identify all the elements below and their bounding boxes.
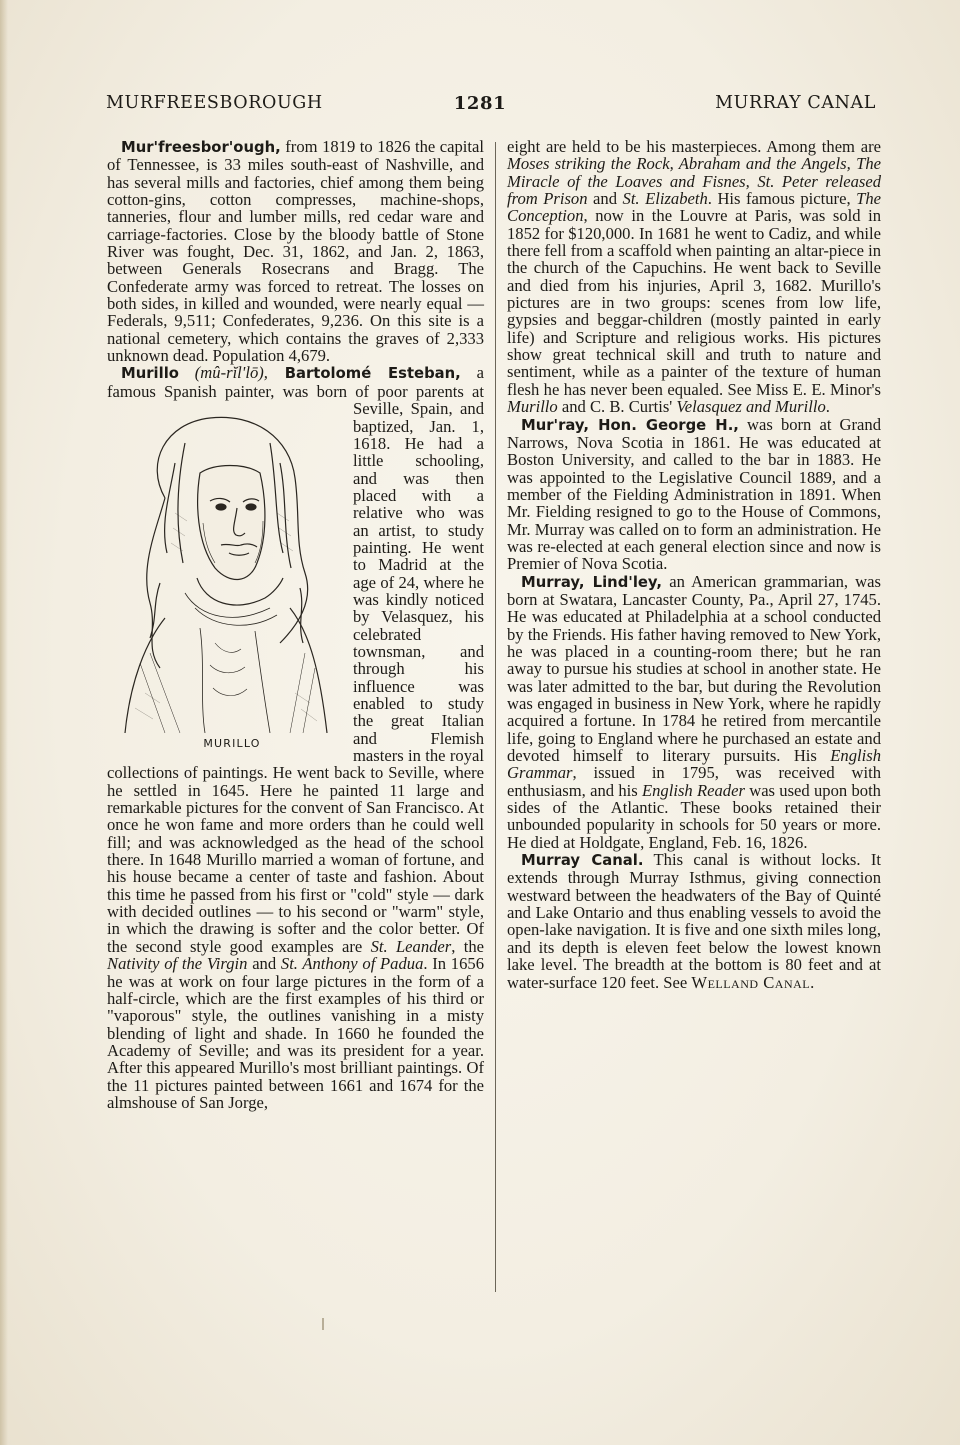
entry-text: and C. B. Curtis' bbox=[557, 397, 677, 417]
headword: Murillo bbox=[121, 365, 179, 383]
entry-murray-lindley bbox=[507, 573, 881, 852]
artwork-title: The Conception bbox=[507, 189, 882, 226]
paper-blemish bbox=[322, 1318, 324, 1330]
murillo-portrait bbox=[105, 403, 345, 749]
artwork-title: St. Leander bbox=[370, 936, 452, 956]
entry-text: and bbox=[247, 954, 281, 974]
cross-reference: Welland Canal. bbox=[691, 972, 815, 992]
entry-text: from 1819 to 1826 the capital of Tennessee, is 33 miles south-east of Nashville, and has several mills and factories, chief among them being cotton-gins, cotton compresses, machine-shops, tanneries, flour and lumber mills, red cedar ware and carriage-factories. Close by the bloody battle of Stone River was fought, Dec. 31, 1862, and Jan. 2, 1863, between Generals Rosecrans and Bragg. The Confederate army was forced to retreat. The losses on both sides, in killed and wounded, were nearly equal — Federals, 9,511; Confederates, 9,236. On this site is a national cemetery, which contains the graves of 2,333 unknown dead. Population 4,679. bbox=[107, 137, 484, 366]
entry-text: was born at Grand Narrows, Nova Scotia in 1861. He was educated at Boston University, and called to the bar in 1883. He was appointed to the Legislative Council 1889, and a member of the Fielding Administration in 1891. When Mr. Fielding resigned to go to the House of Commons, Mr. Murray was called on to form an administration. He was re-elected at each general election since and now is Premier of Nova Scotia. bbox=[507, 414, 881, 574]
entry-murillo-heading bbox=[107, 364, 484, 1111]
entry-murray-george bbox=[507, 416, 881, 573]
portrait-caption: MURILLO bbox=[203, 737, 261, 751]
entry-text: was used upon both sides of the Atlantic. These books retained their unbounded popularity in schools for 50 years or more. He died at Holdgate, England, Feb. 16, 1826. bbox=[507, 780, 881, 852]
book-title: Murillo bbox=[507, 397, 558, 417]
pronunciation: (mû-rĭl'lō), bbox=[194, 363, 268, 383]
entry-text: a famous Spanish painter, was born of poor bbox=[107, 363, 484, 401]
entry-murillo-continued bbox=[507, 138, 881, 416]
entry-text: , issued in 1795, was received with enthusiasm, and his bbox=[507, 763, 881, 800]
book-title: Velasquez and Murillo bbox=[676, 397, 826, 417]
entry-text: parents at Seville, Spain, and baptized, Jan. 1, 1618. He had a little schooling, and was then placed with a relative who was an artist, to study painting. He went to Madrid at the age of 24, where he was kindly noticed by Velasquez, his celebrated townsman, and through his influence was enabled to study the great Italian and Flemish masters in the royal collections of paintings. He went back to Seville, where he settled in 1645. Here he painted 11 large and remarkable pictures for the convent of San Francisco. At once he won fame and more orders than he could well fill; and was acknowledged as the head of the school there. In 1648 Murillo married a woman of fortune, and his house became a center of taste and fashion. About this time he passed from his first or "cold" style — dark with decided outlines — to his second or "warm" style, in which the drawing is softer and the color better. Of the second style good examples are bbox=[107, 381, 484, 956]
page-number: 1281 bbox=[453, 93, 507, 114]
right-column bbox=[507, 138, 881, 991]
column-divider bbox=[495, 142, 496, 1292]
headword: Murray, Lind'ley, bbox=[521, 573, 663, 591]
headword-name: Bartolomé Esteban, bbox=[267, 365, 461, 383]
left-column bbox=[107, 138, 484, 1111]
artwork-title: Nativity of the Virgin bbox=[107, 954, 248, 974]
entry-murray-canal bbox=[507, 851, 881, 991]
entry-text: . bbox=[825, 397, 830, 417]
entry-text: This canal is without locks. It extends through Murray Isthmus, giving connection westward between the headwaters of the Bay of Quinté and Lake Ontario and thus enabling vessels to avoid the open-lake navigation. It is five and one sixth miles long, and its depth is eleven feet below the lowest known lake level. The breadth at the bottom is 80 feet and at water-surface 120 feet. See bbox=[507, 850, 881, 992]
headword: Mur'freesbor'ough, bbox=[121, 139, 281, 156]
entry-text: . In 1656 he was at work on four large pictures in the form of a half-circle, which are the first examples of his third or "vaporous" style, the outlines vanishing in a misty blending of light and shade. In 1660 he founded the Academy of Seville; and was its president for a year. After this appeared Murillo's most brilliant paintings. Of the 11 pictures painted between 1661 and 1674 for the almshouse of San Jorge, bbox=[107, 954, 484, 1112]
entry-text: , now in the Louvre at Paris, was sold in 1852 for $120,000. In 1681 he went to Cadiz, and while there fell from a scaffold when painting an altar-piece in the church of the Capuchins. He went back to Seville and died from his injuries, April 3, 1682. Murillo's pictures are in two groups: scenes from low life, gypsies and beggar-children (mostly painted in early life) and Scripture and religious works. His pictures show great technical skill and truth to nature and sentiment, while as a painter of the texture of human flesh he has never been equaled. See Miss E. E. Minor's bbox=[507, 206, 881, 399]
entry-text: , the bbox=[451, 936, 484, 956]
portrait-engraving-icon bbox=[105, 403, 345, 733]
artwork-titles: Moses striking the Rock, Abraham and the Angels, The Miracle of the Loaves and Fisnes, St. Peter released from Prison bbox=[507, 154, 881, 209]
page-edge-shadow bbox=[0, 0, 8, 1445]
book-title: English Reader bbox=[642, 780, 745, 800]
entry-text: and bbox=[587, 189, 623, 209]
artwork-title: St. Elizabeth bbox=[622, 189, 708, 209]
entry-murfreesborough bbox=[107, 138, 484, 364]
book-title: English Grammar bbox=[507, 746, 881, 783]
entry-text: . His famous picture, bbox=[707, 189, 857, 209]
artwork-title: St. Anthony of Padua bbox=[280, 954, 424, 974]
entry-text: an American grammarian, was born at Swatara, Lancaster County, Pa., April 27, 1745. He was educated at Philadelphia at a school conducted by the Friends. His father having removed to New York, he was placed in a counting-room there; but he ran away to pursue his studies at school in another state. He was later admitted to the bar, but during the Revolution was engaged in business in New York, where he rapidly acquired a fortune. In 1784 he retired from mercantile life, going to England where he purchased an estate and devoted himself to literary pursuits. His bbox=[507, 571, 881, 766]
entry-text: eight are held to be his masterpieces. Among them are bbox=[507, 137, 881, 156]
headword: Murray Canal. bbox=[521, 852, 644, 870]
headword: Mur'ray, Hon. George H., bbox=[521, 416, 739, 434]
running-head-right: MURRAY CANAL bbox=[715, 93, 876, 113]
running-head-left: MURFREESBOROUGH bbox=[106, 93, 323, 113]
